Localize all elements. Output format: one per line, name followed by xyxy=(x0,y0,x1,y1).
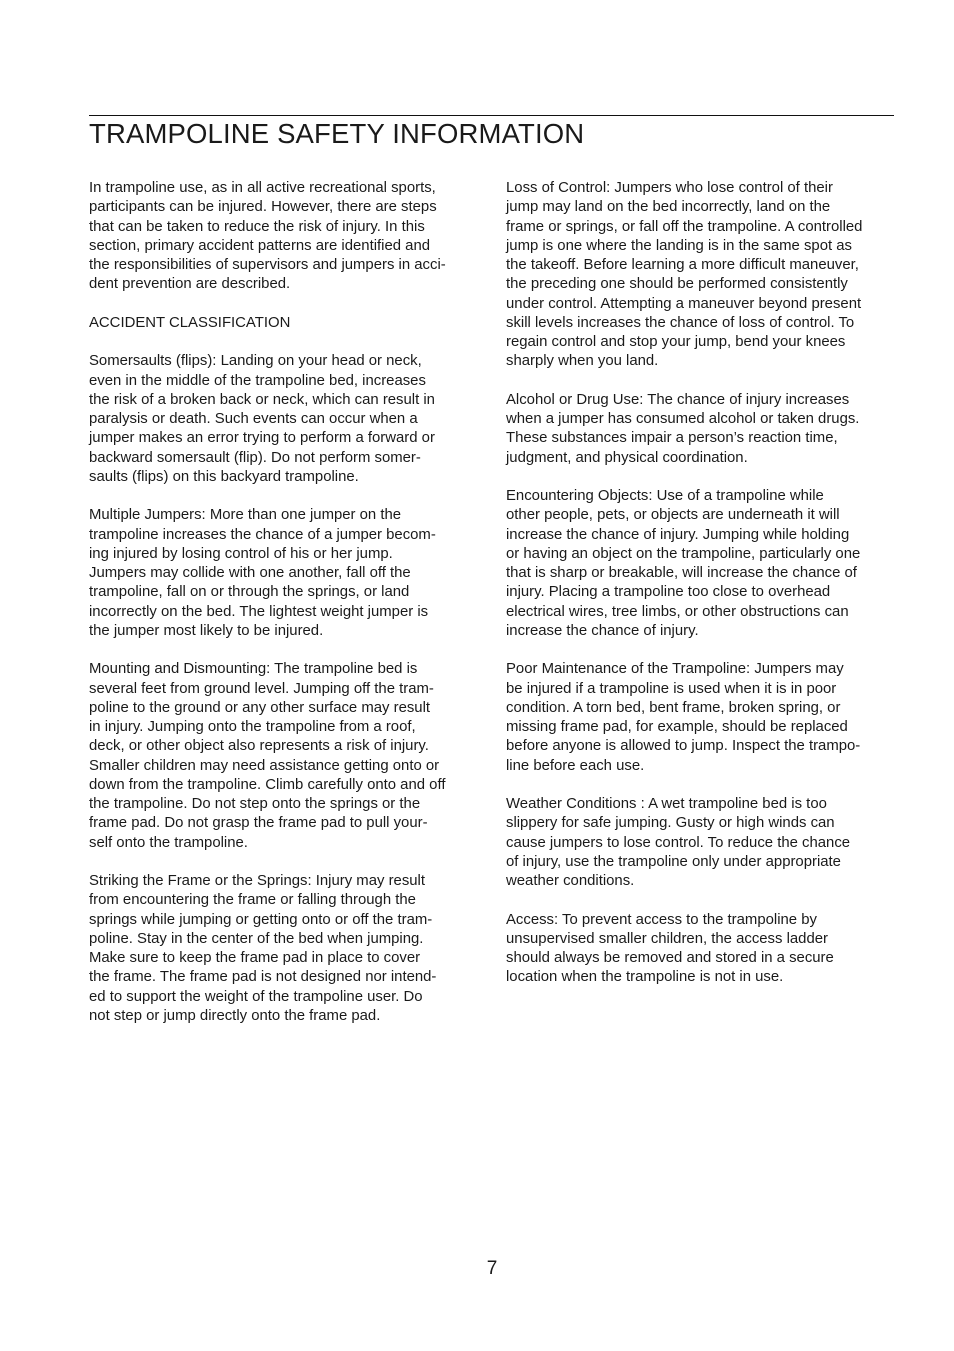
text-line: other people, pets, or objects are underneath it will xyxy=(506,507,840,524)
text-line: under control. Attempting a maneuver beyond present xyxy=(506,295,862,312)
text-line: even in the middle of the trampoline bed, increases xyxy=(89,372,426,389)
text-line: jump is one where the landing is in the same spot as xyxy=(506,237,852,254)
paragraph xyxy=(506,911,901,988)
paragraph xyxy=(89,506,484,641)
text-line: sharply when you land. xyxy=(506,353,659,370)
paragraph xyxy=(89,660,484,853)
page-title: TRAMPOLINE SAFETY INFORMATION xyxy=(89,118,585,149)
text-line: frame or springs, or fall off the trampoline. A controlled xyxy=(506,218,863,235)
text-line: in injury. Jumping onto the trampoline from a roof, xyxy=(89,719,416,735)
text-line: should always be removed and stored in a secure xyxy=(506,950,834,966)
text-line: Encountering Objects: Use of a trampoline while xyxy=(506,488,824,504)
text-line: dent prevention are described. xyxy=(89,276,291,293)
text-line: the takeoff. Before learning a more difficult maneuver, xyxy=(506,257,859,273)
text-line: jump may land on the bed incorrectly, land on the xyxy=(506,199,831,216)
title-rule xyxy=(89,115,894,116)
paragraph xyxy=(89,872,484,1026)
text-line: self onto the trampoline. xyxy=(89,834,248,851)
text-line: ACCIDENT CLASSIFICATION xyxy=(89,314,291,331)
text-line: poline to the ground or any other surface may result xyxy=(89,699,431,716)
paragraph xyxy=(506,391,901,468)
text-line: paralysis or death. Such events can occur when a xyxy=(89,411,418,427)
text-line: missing frame pad, for example, should be replaced xyxy=(506,719,848,735)
text-line: Loss of Control: Jumpers who lose control of their xyxy=(506,180,833,196)
text-line: condition. A torn bed, bent frame, broken spring, or xyxy=(506,699,841,716)
text-line: not step or jump directly onto the frame pad. xyxy=(89,1007,381,1024)
paragraph xyxy=(506,795,901,891)
text-line: be injured if a trampoline is used when it is in poor xyxy=(506,680,837,697)
text-line: Multiple Jumpers: More than one jumper on the xyxy=(89,507,402,524)
text-line: the frame. The frame pad is not designed nor intend- xyxy=(89,969,437,986)
text-line: increase the chance of injury. Jumping while holding xyxy=(506,526,850,543)
text-line: incorrectly on the bed. The lightest weight jumper is xyxy=(89,603,429,620)
text-line: of injury, use the trampoline only under appropriate xyxy=(506,853,841,870)
text-line: cause jumpers to lose control. To reduce the chance xyxy=(506,834,851,851)
text-line: springs while jumping or getting onto or off the tram- xyxy=(89,911,433,928)
text-line: when a jumper has consumed alcohol or taken drugs. xyxy=(506,411,860,427)
paragraph xyxy=(506,487,901,641)
text-line: Smaller children may need assistance getting onto or xyxy=(89,757,440,774)
text-line: several feet from ground level. Jumping off the tram- xyxy=(89,680,434,697)
text-line: that is sharp or breakable, will increase the chance of xyxy=(506,565,857,581)
text-line: participants can be injured. However, there are steps xyxy=(89,199,437,216)
text-line: slippery for safe jumping. Gusty or high winds can xyxy=(506,815,835,832)
text-line: poline. Stay in the center of the bed when jumping. xyxy=(89,930,424,947)
text-line: jumper makes an error trying to perform a forward or xyxy=(89,430,435,447)
text-line: These substances impair a person’s reaction time, xyxy=(506,430,838,447)
text-line: section, primary accident patterns are identified and xyxy=(89,237,431,254)
text-line: Jumpers may collide with one another, fall off the xyxy=(89,565,411,581)
text-line: frame pad. Do not grasp the frame pad to pull your- xyxy=(89,815,428,832)
text-line: the responsibilities of supervisors and jumpers in acci- xyxy=(89,257,446,273)
text-line: the jumper most likely to be injured. xyxy=(89,622,324,639)
left-column xyxy=(89,179,484,1045)
paragraph xyxy=(506,179,901,372)
text-line: Weather Conditions : A wet trampoline bed is too xyxy=(506,796,827,812)
paragraph xyxy=(89,179,484,295)
page-number: 7 xyxy=(486,1258,498,1279)
text-line: or having an object on the trampoline, particularly one xyxy=(506,545,861,562)
text-line: backward somersault (flip). Do not perform somer- xyxy=(89,449,421,466)
text-line: injury. Placing a trampoline too close to overhead xyxy=(506,584,831,601)
text-line: trampoline, fall on or through the springs, or land xyxy=(89,584,410,601)
paragraph xyxy=(89,314,484,333)
text-line: Poor Maintenance of the Trampoline: Jumpers may xyxy=(506,661,844,678)
text-line: from encountering the frame or falling through the xyxy=(89,892,416,909)
text-line: deck, or other object also represents a risk of injury. xyxy=(89,738,429,755)
text-line: trampoline increases the chance of a jumper becom- xyxy=(89,526,436,543)
text-line: electrical wires, tree limbs, or other obstructions can xyxy=(506,603,849,620)
text-line: down from the trampoline. Climb carefully onto and off xyxy=(89,776,446,793)
text-line: saults (flips) on this backyard trampoline. xyxy=(89,468,359,485)
text-line: the trampoline. Do not step onto the springs or the xyxy=(89,796,421,812)
paragraph xyxy=(506,660,901,776)
text-line: the preceding one should be performed consistently xyxy=(506,276,848,293)
text-line: Striking the Frame or the Springs: Injury may result xyxy=(89,873,425,889)
text-line: Alcohol or Drug Use: The chance of injury increases xyxy=(506,391,850,408)
text-line: the risk of a broken back or neck, which can result in xyxy=(89,391,435,408)
text-line: line before each use. xyxy=(506,757,645,774)
text-line: In trampoline use, as in all active recreational sports, xyxy=(89,180,436,196)
text-line: unsupervised smaller children, the access ladder xyxy=(506,930,828,947)
text-line: regain control and stop your jump, bend your knees xyxy=(506,334,846,350)
paragraph xyxy=(89,352,484,487)
text-line: that can be taken to reduce the risk of injury. In this xyxy=(89,218,425,235)
text-line: location when the trampoline is not in use. xyxy=(506,969,784,986)
text-line: skill levels increases the chance of loss of control. To xyxy=(506,314,855,331)
text-line: Make sure to keep the frame pad in place to cover xyxy=(89,950,421,966)
text-line: before anyone is allowed to jump. Inspect the trampo- xyxy=(506,738,861,755)
text-line: Access: To prevent access to the trampoline by xyxy=(506,911,817,928)
text-line: Somersaults (flips): Landing on your head or neck, xyxy=(89,353,422,370)
text-line: judgment, and physical coordination. xyxy=(506,449,748,466)
text-line: weather conditions. xyxy=(506,873,635,889)
text-line: increase the chance of injury. xyxy=(506,622,699,639)
right-column xyxy=(506,179,901,1007)
text-line: ed to support the weight of the trampoline user. Do xyxy=(89,988,423,1005)
text-line: Mounting and Dismounting: The trampoline bed is xyxy=(89,661,418,678)
text-line: ing injured by losing control of his or her jump. xyxy=(89,545,393,562)
